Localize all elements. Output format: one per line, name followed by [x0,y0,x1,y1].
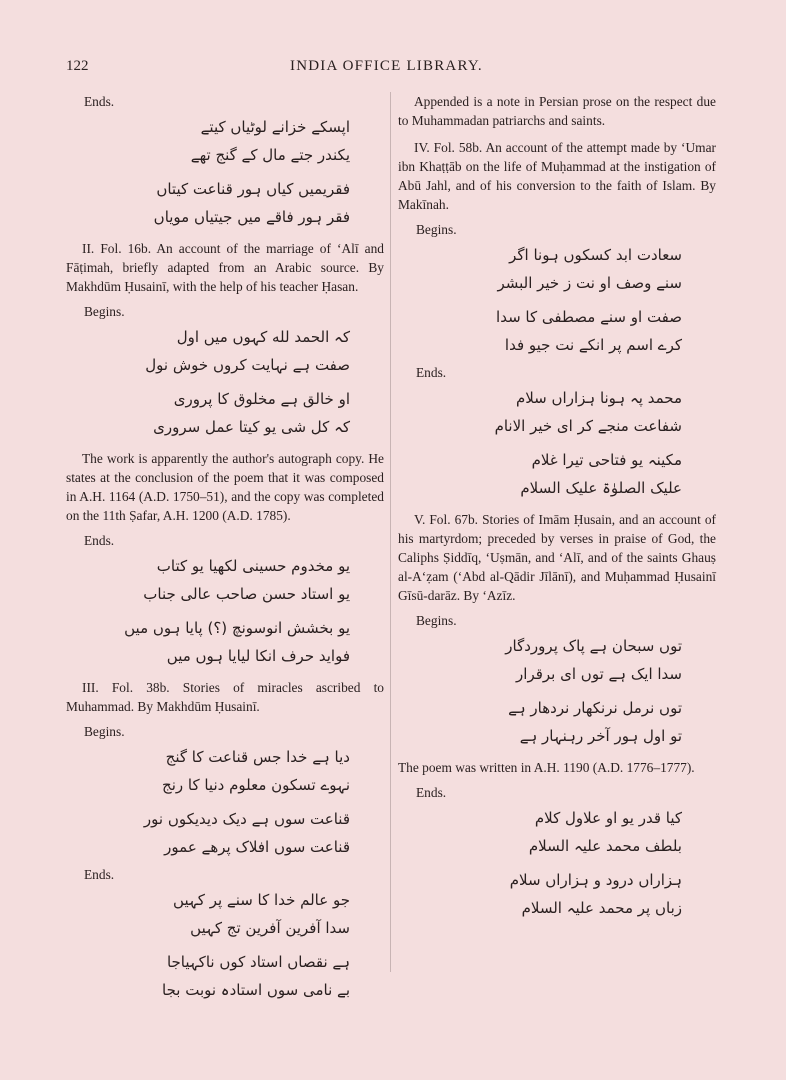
verse-line: کرے اسم پر انکے نت جیو فدا [504,336,682,354]
verse-line: دیا ہے خدا جس قناعت کا گنج [165,748,350,766]
verse-line: صفت ہے نہایت کروں خوش نول [145,356,350,374]
verse-line: کہ کل شی یو کیتا عمل سروری [153,418,350,436]
verse-line: زباں پر محمد علیہ السلام [521,899,682,917]
entry-description: V. Fol. 67b. Stories of Imām Ḥusain, and an account of his martyrdom; preceded by verses in praise of God, the Caliphs Ṣiddīq, ʻUṣmān, and ʻAlī, and of the saints Ghauṣ al-Aʻẓam (ʻAbd al-Qādir Jīlānī), and Muḥammad Ḥusainī Gīsū-darāz. By ʻAzīz. [398,512,716,603]
verse-block [398,632,716,750]
page-number: 122 [66,58,89,74]
verse-line: یو استاد حسن صاحب عالی جناب [143,585,350,603]
entry-description: III. Fol. 38b. Stories of miracles ascribed to Muhammad. By Makhdūm Ḥusainī. [66,680,384,714]
verse-line: قناعت سوں ہے دیک دیدیکوں نور [143,810,350,828]
verse-block [66,552,384,670]
begins-label: Begins. [84,724,125,739]
ends-label: Ends. [416,365,447,380]
verse-block [66,323,384,441]
verse-line: فواید حرف انکا لیایا ہوں میں [166,647,350,665]
verse-block [66,743,384,861]
verse-line: ہے نقصاں استاد کوں ناکہیاجا [166,953,350,971]
verse-line: علیک الصلوٰۃ علیک السلام [520,479,682,497]
running-title: INDIA OFFICE LIBRARY. [290,58,483,74]
begins-label: Begins. [416,613,457,628]
verse-line: سنے وصف او نت ز خیر البشر [497,274,682,292]
ends-label: Ends. [84,94,115,109]
verse-block [398,804,716,922]
verse-block [66,113,384,231]
ends-label: Ends. [416,785,447,800]
entry-description: II. Fol. 16b. An account of the marriage of ʻAlī and Fāṭimah, briefly adapted from an Arabic source. By Makhdūm Ḥusainī, with the help of his teacher Ḥasan. [66,241,384,294]
verse-line: نہوے تسکون معلوم دنیا کا رنج [162,776,350,794]
right-column [398,92,716,926]
verse-block [66,886,384,1004]
verse-line: توں سبحان ہے پاک پروردگار [505,637,682,655]
verse-line: یو بخشش انوسونچ (؟) پایا ہوں میں [124,619,350,637]
verse-line: فقر ہور فاقے میں جیتیاں مویاں [153,208,350,226]
begins-label: Begins. [84,304,125,319]
verse-line: یکندر جتے مال کے گنج تھے [190,146,350,164]
verse-line: بلطف محمد علیہ السلام [528,837,682,855]
verse-block [398,241,716,359]
verse-line: ہزاراں درود و ہزاراں سلام [509,871,682,889]
verse-line: فقریمیں کیاں ہور قناعت کیتاں [156,180,350,198]
verse-line: تو اول ہور آخر رہنہار ہے [519,727,682,745]
verse-line: سدا ایک ہے توں ای برقرار [516,665,682,683]
begins-label: Begins. [416,222,457,237]
page-header [66,58,746,78]
verse-line: یو مخدوم حسینی لکھیا یو کتاب [156,557,350,575]
verse-line: مکینہ یو فتاحی تیرا غلام [531,451,682,469]
left-column [66,92,384,1008]
verse-line: کیا قدر یو او علاول کلام [534,809,682,827]
verse-line: محمد پہ ہونا ہزاراں سلام [515,389,682,407]
ends-label: Ends. [84,533,115,548]
verse-line: شفاعت منجے کر ای خیر الانام [494,417,682,435]
verse-line: توں نرمل نرنکھار نردھار ہے [508,699,682,717]
verse-line: سدا آفرین آفرین تج کہیں [190,919,350,937]
entry-description: IV. Fol. 58b. An account of the attempt made by ʻUmar ibn Khaṭṭāb on the life of Muḥammad at the instigation of Abū Jahl, and of his conversion to the faith of Islam. By Makīnah. [398,140,716,212]
entry-note: The poem was written in A.H. 1190 (A.D. 1776–1777). [398,760,695,775]
verse-block [398,384,716,502]
verse-line: صفت او سنے مصطفی کا سدا [496,308,682,326]
entry-note: The work is apparently the author's autograph copy. He states at the conclusion of the poem that it was composed in A.H. 1164 (A.D. 1750–51), and the copy was completed on the 11th Ṣafar, A.H. 1200 (A.D. 1785). [66,451,384,523]
verse-line: جو عالم خدا کا سنے پر کہیں [173,891,350,909]
verse-line: کہ الحمد لله کہوں میں اول [176,328,350,346]
verse-line: اپسکے خزانے لوٹیاں کیتے [200,118,350,136]
verse-line: او خالق ہے مخلوق کا پروری [173,390,350,408]
verse-line: سعادت ابد کسکوں ہونا اگر [509,246,682,264]
verse-line: بے نامی سوں استادہ نوبت بجا [162,981,350,999]
ends-label: Ends. [84,867,115,882]
entry-note: Appended is a note in Persian prose on the respect due to Muhammadan patriarchs and saints. [398,94,716,128]
column-divider [390,92,391,972]
verse-line: قناعت سوں افلاک پرھے عمور [164,838,350,856]
